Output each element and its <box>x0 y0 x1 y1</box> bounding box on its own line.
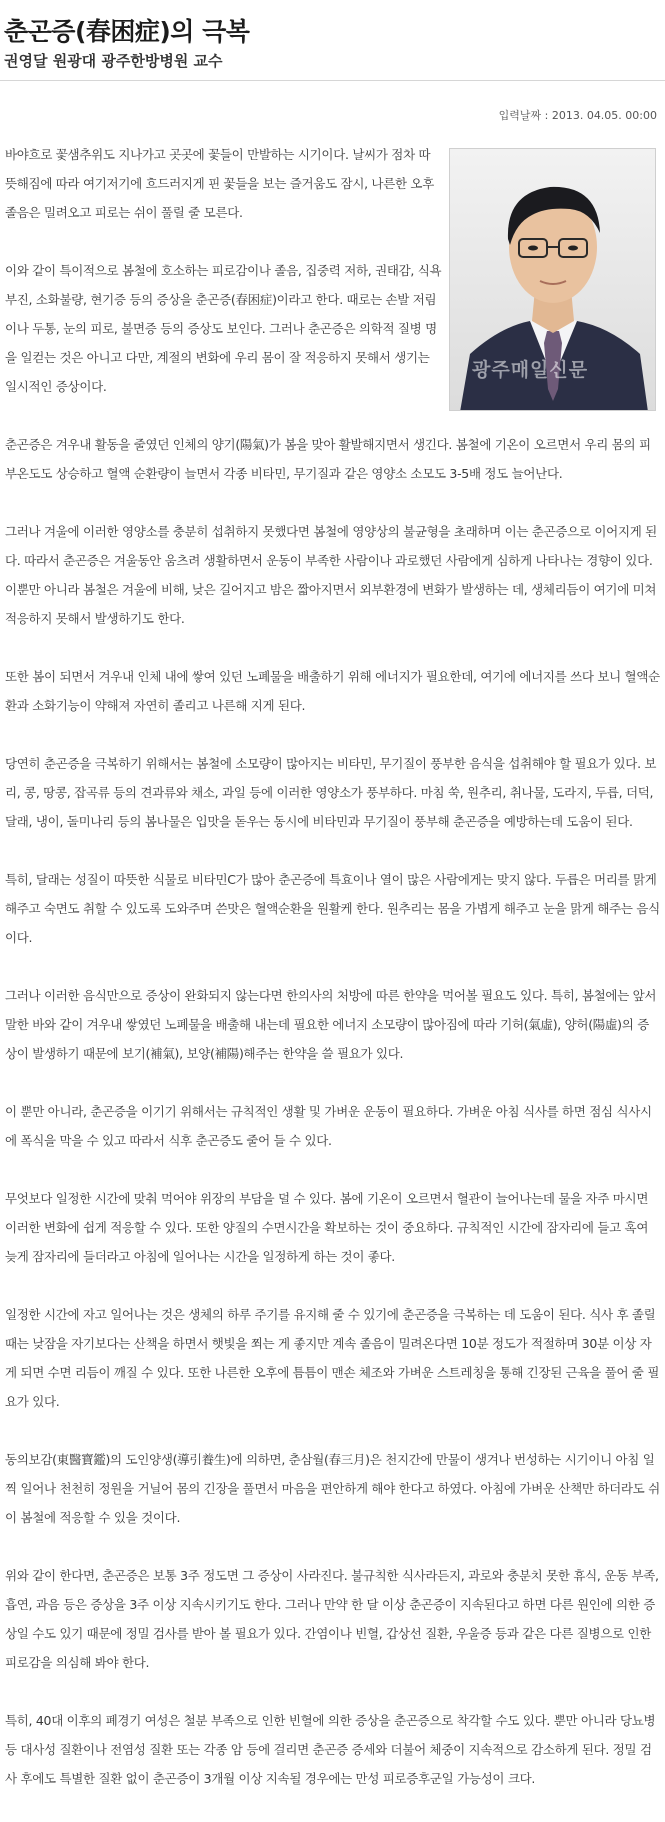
article-title: 춘곤증(春困症)의 극복 <box>4 17 250 46</box>
photo-spacer <box>442 140 660 422</box>
paragraph: 이 뿐만 아니라, 춘곤증을 이기기 위해서는 규칙적인 생활 및 가벼운 운동이 필요하다. 가벼운 아침 식사를 하면 점심 식사시에 폭식을 막을 수 있고 따라서 식후 춘곤증도 줄어 들 수 있다. <box>5 1104 652 1148</box>
paragraph: 춘곤증은 겨우내 활동을 줄였던 인체의 양기(陽氣)가 봄을 맞아 활발해지면서 생긴다. 봄철에 기온이 오르면서 우리 몸의 피부온도도 상승하고 혈액 순환량이 늘면서 각종 비타민, 무기질과 같은 영양소 소모도 3-5배 정도 늘어난다. <box>5 437 651 481</box>
article-byline: 권영달 원광대 광주한방병원 교수 <box>4 52 223 70</box>
paragraph: 일정한 시간에 자고 일어나는 것은 생체의 하루 주기를 유지해 줄 수 있기에 춘곤증을 극복하는 데 도움이 된다. 식사 후 졸릴 때는 낮잠을 자기보다는 산책을 하면서 햇빛을 쬐는 게 좋지만 계속 졸음이 밀려온다면 10분 정도가 적절하며 30분 이상 자게 되면 수면 리듬이 깨질 수 있다. 또한 나른한 오후에 틈틈이 맨손 체조와 가벼운 스트레칭을 통해 긴장된 근육을 풀어 줄 필요가 있다. <box>5 1307 660 1409</box>
photo-watermark: 광주매일신문 <box>472 359 589 381</box>
paragraph: 그러나 이러한 음식만으로 증상이 완화되지 않는다면 한의사의 처방에 따른 한약을 먹어볼 필요도 있다. 특히, 봄철에는 앞서 말한 바와 같이 겨우내 쌓였던 노폐물을 배출해 내는데 필요한 에너지 소모량이 많아짐에 따라 기허(氣虛), 양허(陽虛)의 증상이 발생하기 때문에 보기(補氣), 보양(補陽)해주는 한약을 쓸 필요가 있다. <box>5 988 657 1061</box>
paragraph: 특히, 달래는 성질이 따뜻한 식물로 비타민C가 많아 춘곤증에 특효이나 열이 많은 사람에게는 맞지 않다. 두릅은 머리를 맑게 해주고 숙면도 취할 수 있도록 도와주며 쓴맛은 혈액순환을 원활케 한다. 원추리는 몸을 가볍게 해주고 눈을 맑게 해주는 음식이다. <box>5 872 660 945</box>
article-date: 입력날짜 : 2013. 04.05. 00:00 <box>498 109 657 122</box>
paragraph: 또한 봄이 되면서 겨우내 인체 내에 쌓여 있던 노폐물을 배출하기 위해 에너지가 필요한데, 여기에 에너지를 쓰다 보니 혈액순환과 소화기능이 약해져 자연히 졸리고 나른해 지게 된다. <box>5 669 660 713</box>
paragraph: 그러나 겨울에 이러한 영양소를 충분히 섭취하지 못했다면 봄철에 영양상의 불균형을 초래하며 이는 춘곤증으로 이어지게 된다. 따라서 춘곤증은 겨울동안 움츠려 생활하면서 운동이 부족한 사람이나 과로했던 사람에게 심하게 나타나는 경향이 있다. 이뿐만 아니라 봄철은 겨울에 비해, 낮은 길어지고 밤은 짧아지면서 외부환경에 변화가 발생하는 데, 생체리듬이 여기에 미쳐 적응하지 못해서 발생하기도 한다. <box>5 524 657 626</box>
paragraph: 무엇보다 일정한 시간에 맞춰 먹어야 위장의 부담을 덜 수 있다. 봄에 기온이 오르면서 혈관이 늘어나는데 물을 자주 마시면 이러한 변화에 쉽게 적응할 수 있다. 또한 양질의 수면시간을 확보하는 것이 중요하다. 규칙적인 시간에 잠자리에 들고 혹여 늦게 잠자리에 들더라고 아침에 일어나는 시간을 일정하게 하는 것이 좋다. <box>5 1191 649 1264</box>
paragraph: 동의보감(東醫寶鑑)의 도인양생(導引養生)에 의하면, 춘삼월(春三月)은 천지간에 만물이 생겨나 번성하는 시기이니 아침 일찍 일어나 천천히 정원을 거닐어 몸의 긴장을 풀면서 마음을 편안하게 해야 한다고 하였다. 아침에 가벼운 산책만 하더라도 쉬이 봄철에 적응할 수 있을 것이다. <box>5 1452 660 1525</box>
paragraph: 특히, 40대 이후의 폐경기 여성은 철분 부족으로 인한 빈혈에 의한 증상을 춘곤증으로 착각할 수도 있다. 뿐만 아니라 당뇨병 등 대사성 질환이나 전염성 질환 또는 각종 암 등에 걸리면 춘곤증 증세와 더불어 체중이 지속적으로 감소하게 된다. 정밀 검사 후에도 특별한 질환 없이 춘곤증이 3개월 이상 지속될 경우에는 만성 피로증후군일 가능성이 크다. <box>5 1713 656 1786</box>
paragraph: 당연히 춘곤증을 극복하기 위해서는 봄철에 소모량이 많아지는 비타민, 무기질이 풍부한 음식을 섭취해야 할 필요가 있다. 보리, 콩, 땅콩, 잡곡류 등의 견과류와 채소, 과일 등에 이러한 영양소가 풍부하다. 마침 쑥, 원추리, 취나물, 도라지, 두릅, 더덕, 달래, 냉이, 돌미나리 등의 봄나물은 입맛을 돋우는 동시에 비타민과 무기질이 풍부해 춘곤증을 예방하는데 도움이 된다. <box>5 756 657 829</box>
paragraph: 위와 같이 한다면, 춘곤증은 보통 3주 정도면 그 증상이 사라진다. 불규칙한 식사라든지, 과로와 충분치 못한 휴식, 운동 부족, 흡연, 과음 등은 증상을 3주 이상 지속시키기도 한다. 그러나 만약 한 달 이상 춘곤증이 지속된다고 하면 다른 원인에 의한 증상일 수도 있기 때문에 정밀 검사를 받아 볼 필요가 있다. 간염이나 빈혈, 갑상선 질환, 우울증 등과 같은 다른 질병으로 인한 피로감을 의심해 봐야 한다. <box>5 1568 659 1670</box>
paragraph: 이와 같이 특이적으로 봄철에 호소하는 피로감이나 졸음, 집중력 저하, 권태감, 식욕부진, 소화불량, 현기증 등의 증상을 춘곤증(春困症)이라고 한다. 때로는 손발 저림이나 두통, 눈의 피로, 불면증 등의 증상도 보인다. 그러나 춘곤증은 의학적 질병 명을 일컫는 것은 아니고 다만, 계절의 변화에 우리 몸이 잘 적응하지 못해서 생기는 일시적인 증상이다. <box>5 263 442 394</box>
paragraph: 바야흐로 꽃샘추위도 지나가고 곳곳에 꽃들이 만발하는 시기이다. 날씨가 점차 따뜻해짐에 따라 여기저기에 흐드러지게 핀 꽃들을 보는 즐거움도 잠시, 나른한 오후 졸음은 밀려오고 피로는 쉬이 풀릴 줄 모른다. <box>5 147 434 220</box>
header-divider <box>0 80 665 81</box>
article-body <box>5 140 660 1822</box>
